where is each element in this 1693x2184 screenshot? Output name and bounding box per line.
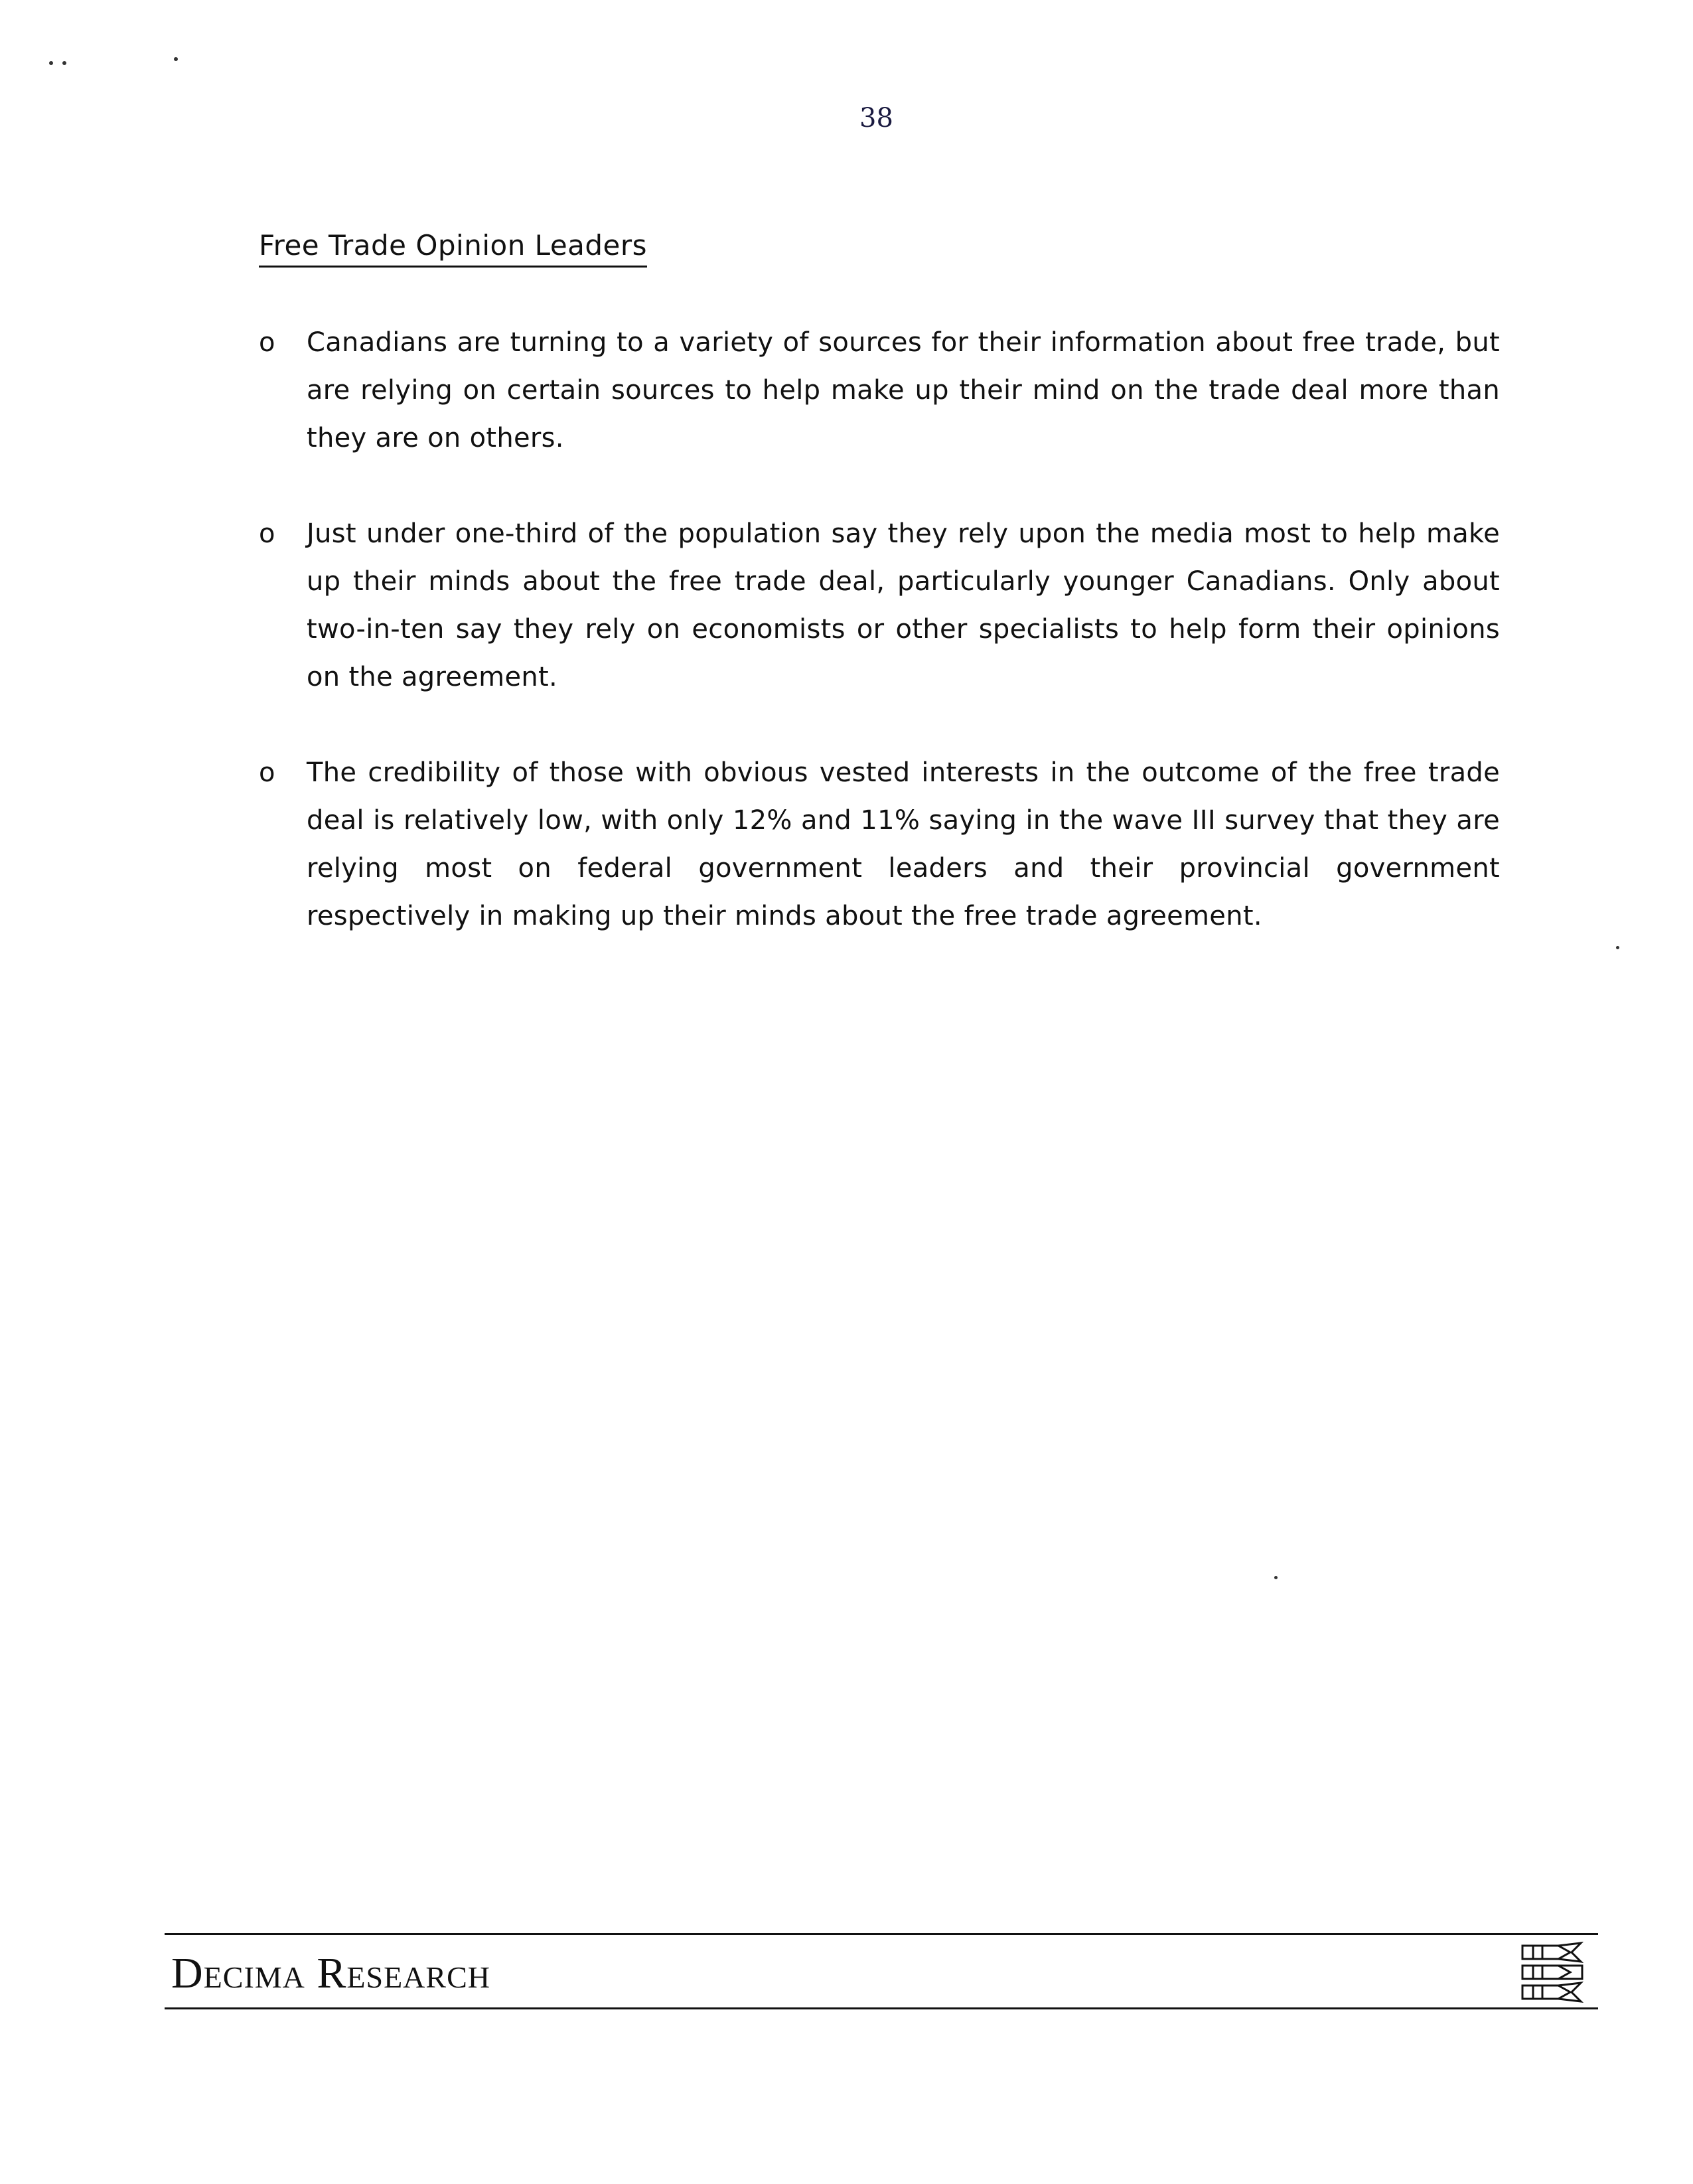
scan-speck <box>174 57 178 61</box>
section-heading: Free Trade Opinion Leaders <box>259 229 647 268</box>
bullet-marker: o <box>259 518 275 549</box>
bullet-text: The credibility of those with obvious vested interests in the outcome of the free trade deal is relatively low, with only 12% and 11% saying in the wave III survey that they are relying most on federal government leaders and their provincial government respectively in making up their minds about the free trade agreement. <box>307 757 1500 931</box>
scan-speck <box>49 61 53 65</box>
scan-speck <box>1616 946 1619 949</box>
decima-arrows-logo-icon <box>1520 1942 1586 2003</box>
bullet-marker: o <box>259 327 275 358</box>
footer-rule-bottom <box>165 2007 1598 2009</box>
bullet-marker: o <box>259 757 275 788</box>
bullet-text: Just under one-third of the population say they rely upon the media most to help make up their minds about the free trade deal, particularly younger Canadians. Only about two-in-ten say they rely on economists or other specialists to help form their opinions on the agreement. <box>307 518 1500 692</box>
page-number: 38 <box>859 103 893 133</box>
bullet-item <box>259 510 1500 701</box>
scan-speck <box>62 61 66 65</box>
footer-rule-top <box>165 1933 1598 1935</box>
bullet-list <box>259 319 1500 988</box>
bullet-item <box>259 319 1500 462</box>
bullet-item <box>259 749 1500 940</box>
scan-speck <box>1274 1576 1278 1579</box>
footer-brand: Decima Research <box>171 1949 490 1997</box>
bullet-text: Canadians are turning to a variety of sources for their information about free trade, but are relying on certain sources to help make up their mind on the trade deal more than they are on others. <box>307 327 1500 453</box>
